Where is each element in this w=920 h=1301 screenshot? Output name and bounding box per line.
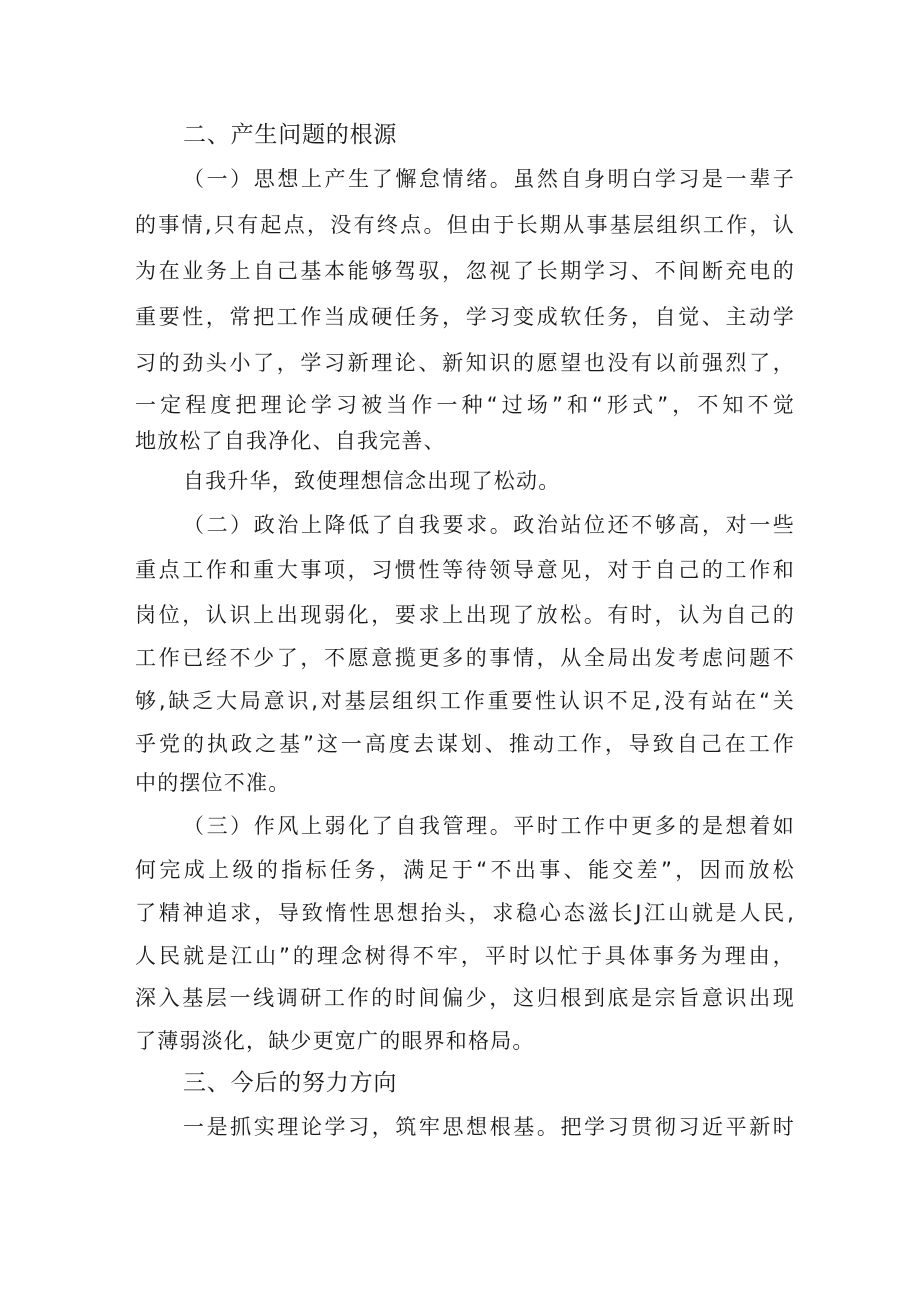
paragraph-line: 何完成上级的指标任务，满足于“不出事、能交差”，因而放松 (135, 858, 795, 882)
paragraph-line: 了薄弱淡化，缺少更宽广的眼界和格局。 (135, 1029, 535, 1053)
paragraph-line: 重点工作和重大事项，习惯性等待领导意见，对于自己的工作和 (135, 558, 795, 582)
paragraph-line: 工作已经不少了，不愿意揽更多的事情，从全局出发考虑问题不 (135, 646, 795, 670)
paragraph-line: 人民就是江山”的理念树得不牢，平时以忙于具体事务为理由， (135, 944, 795, 968)
paragraph-line: （三）作风上弱化了自我管理。平时工作中更多的是想着如 (183, 814, 795, 838)
paragraph-line: （二）政治上降低了自我要求。政治站位还不够高，对一些 (183, 513, 795, 537)
paragraph-line: 为在业务上自己基本能够驾驭，忽视了长期学习、不间断充电的 (135, 259, 795, 283)
paragraph-line: 一定程度把理论学习被当作一种“过场”和“形式”，不知不觉 (135, 393, 795, 417)
paragraph-line: 岗位，认识上出现弱化，要求上出现了放松。有时，认为自己的 (135, 603, 795, 627)
paragraph-line: 了精神追求，导致惰性思想抬头，求稳心态滋长J江山就是人民, (135, 901, 795, 925)
paragraph-line: 中的摆位不准。 (135, 771, 291, 795)
paragraph-line: 一是抓实理论学习，筑牢思想根基。把学习贯彻习近平新时 (183, 1115, 795, 1139)
paragraph-line: 的事情,只有起点，没有终点。但由于长期从事基层组织工作，认 (135, 213, 795, 237)
section-heading-direction: 三、今后的努力方向 (183, 1070, 398, 1096)
paragraph-line: （一）思想上产生了懈怠情绪。虽然自身明白学习是一辈子 (183, 167, 795, 191)
paragraph-line: 自我升华，致使理想信念出现了松动。 (183, 469, 561, 493)
paragraph-line: 地放松了自我净化、自我完善、 (135, 429, 446, 453)
paragraph-line: 重要性，常把工作当成硬任务，学习变成软任务，自觉、主动学 (135, 305, 795, 329)
paragraph-line: 深入基层一线调研工作的时间偏少，这归根到底是宗旨意识出现 (135, 986, 795, 1010)
paragraph-line: 习的劲头小了，学习新理论、新知识的愿望也没有以前强烈了， (135, 351, 795, 375)
section-heading-causes: 二、产生问题的根源 (183, 122, 398, 148)
paragraph-line: 够,缺乏大局意识,对基层组织工作重要性认识不足,没有站在“关 (135, 689, 795, 713)
paragraph-line: 乎党的执政之基”这一高度去谋划、推动工作，导致自己在工作 (135, 732, 795, 756)
